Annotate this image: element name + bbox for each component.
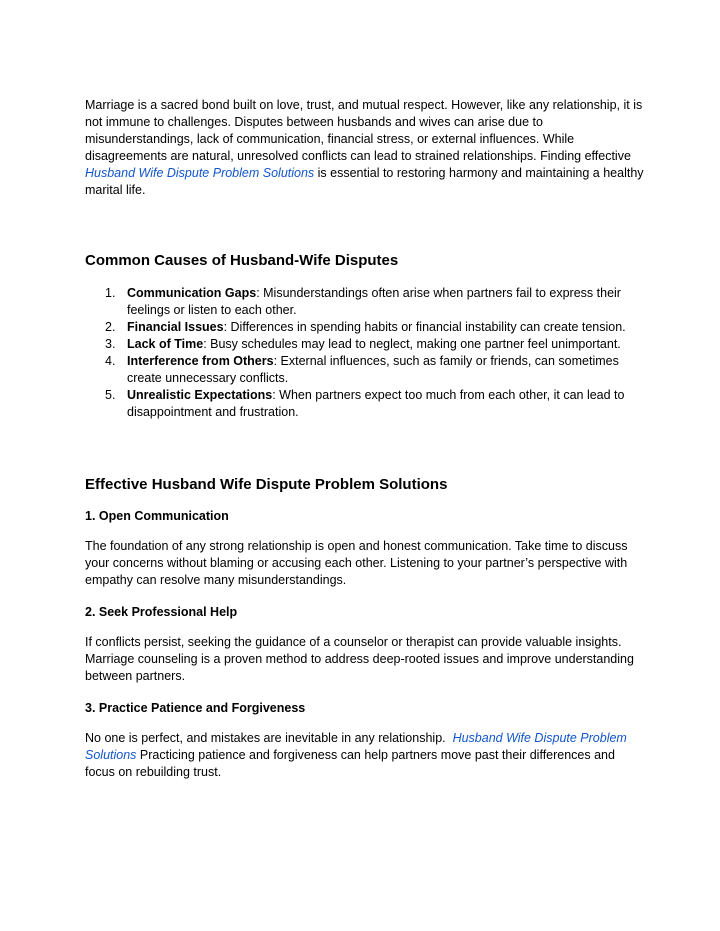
professional-help-paragraph: If conflicts persist, seeking the guidance of a counselor or therapist can provide valuable insights. Marriage counseling is a proven method to address deep-rooted issues and improve understanding between partners. xyxy=(85,635,634,683)
list-item-term: Lack of Time xyxy=(127,337,204,351)
list-number: 3. xyxy=(105,337,116,351)
causes-list xyxy=(85,285,645,421)
intro-text-start: Marriage is a sacred bond built on love, trust, and mutual respect. However, like any relationship, it is not immune to challenges. Disputes between husbands and wives can arise due to misunderstandings, lack of communication, financial stress, or external influences. While disagreements are natural, unresolved conflicts can lead to strained relationships. Finding effective xyxy=(85,98,643,163)
causes-heading: Common Causes of Husband-Wife Disputes xyxy=(85,252,399,269)
intro-text-end: is essential to restoring harmony and maintaining a healthy marital life. xyxy=(85,166,644,197)
solutions-heading: Effective Husband Wife Dispute Problem Solutions xyxy=(85,476,448,493)
section-title-open-communication: 1. Open Communication xyxy=(85,509,229,523)
open-communication-paragraph: The foundation of any strong relationship is open and honest communication. Take time to discuss your concerns without blaming or accusing each other. Listening to your partner’s perspective with empathy can resolve many misunderstandings. xyxy=(85,539,628,587)
list-item xyxy=(85,353,645,387)
section-title-patience-forgiveness: 3. Practice Patience and Forgiveness xyxy=(85,701,306,715)
list-item xyxy=(85,387,645,421)
section-title-professional-help: 2. Seek Professional Help xyxy=(85,605,238,619)
list-item-term: Interference from Others xyxy=(127,354,274,368)
list-item-text: : Busy schedules may lead to neglect, making one partner feel unimportant. xyxy=(203,337,621,351)
list-number: 4. xyxy=(105,354,116,368)
list-item-term: Communication Gaps xyxy=(127,286,257,300)
list-item xyxy=(85,336,645,353)
intro-paragraph xyxy=(85,97,645,199)
intro-solutions-link[interactable]: Husband Wife Dispute Problem Solutions xyxy=(85,166,315,180)
list-item-text: : When partners expect too much from each other, it can lead to disappointment and frustration. xyxy=(127,388,625,419)
list-item-term: Unrealistic Expectations xyxy=(127,388,273,402)
patience-paragraph xyxy=(85,730,645,781)
document-page xyxy=(85,97,645,796)
list-number: 5. xyxy=(105,388,116,402)
list-item xyxy=(85,285,645,319)
list-item xyxy=(85,319,645,336)
patience-solutions-link[interactable]: Husband Wife Dispute Problem Solutions xyxy=(85,731,627,762)
list-item-text: : Differences in spending habits or financial instability can create tension. xyxy=(223,320,626,334)
list-number: 1. xyxy=(105,286,116,300)
patience-text-start: No one is perfect, and mistakes are inevitable in any relationship. xyxy=(85,731,453,745)
list-number: 2. xyxy=(105,320,116,334)
patience-text-end: Practicing patience and forgiveness can help partners move past their differences and focus on rebuilding trust. xyxy=(85,748,615,779)
list-item-text: : External influences, such as family or friends, can sometimes create unnecessary conflicts. xyxy=(127,354,619,385)
list-item-term: Financial Issues xyxy=(127,320,224,334)
list-item-text: : Misunderstandings often arise when partners fail to express their feelings or listen to each other. xyxy=(127,286,621,317)
